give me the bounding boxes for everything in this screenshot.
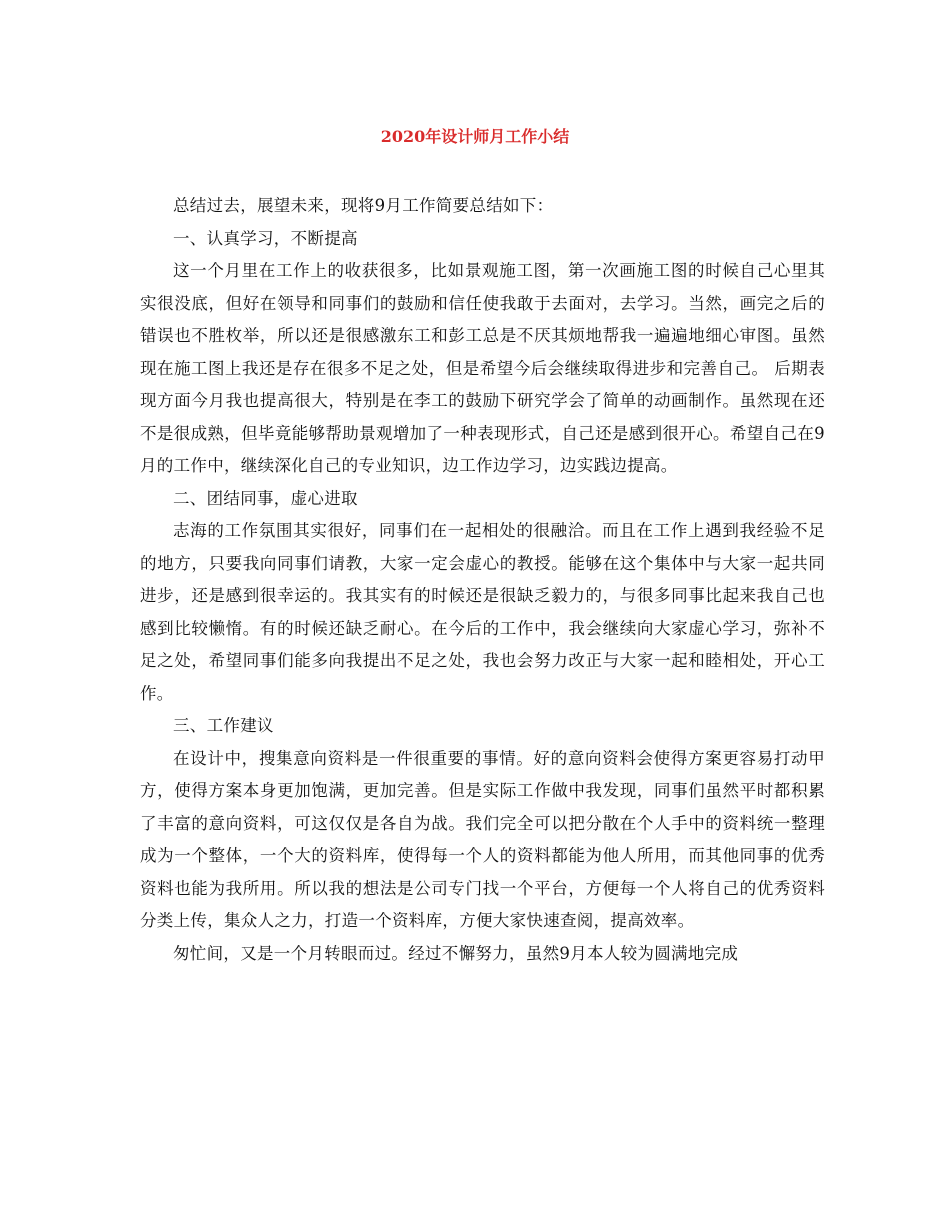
study-paragraph: 这一个月里在工作上的收获很多，比如景观施工图，第一次画施工图的时候自己心里其实很没底，但好在领导和同事们的鼓励和信任使我敢于去面对，去学习。当然，画完之后的错误也不胜枚举，所以还是很感激东工和彭工总是不厌其烦地帮我一遍遍地细心审图。虽然现在施工图上我还是存在很多不足之处，但是希望今后会继续取得进步和完善自己。 后期表现方面今月我也提高很大，特别是在李工的鼓励下研究学会了简单的动画制作。虽然现在还不是很成熟，但毕竟能够帮助景观增加了一种表现形式，自己还是感到很开心。希望自己在9月的工作中，继续深化自己的专业知识，边工作边学习，边实践边提高。 — [140, 261, 825, 475]
closing-paragraph: 匆忙间，又是一个月转眼而过。经过不懈努力，虽然9月本人较为圆满地完成 — [173, 943, 739, 963]
teamwork-paragraph: 志海的工作氛围其实很好，同事们在一起相处的很融洽。而且在工作上遇到我经验不足的地方，只要我向同事们请教，大家一定会虚心的教授。能够在这个集体中与大家一起共同进步，还是感到很幸运的。我其实有的时候还是很缺乏毅力的，与很多同事比起来我自己也感到比较懒惰。有的时候还缺乏耐心。在今后的工作中，我会继续向大家虚心学习，弥补不足之处，希望同事们能多向我提出不足之处，我也会努力改正与大家一起和睦相处，开心工作。 — [140, 521, 825, 703]
suggestions-paragraph: 在设计中，搜集意向资料是一件很重要的事情。好的意向资料会使得方案更容易打动甲方，使得方案本身更加饱满，更加完善。但是实际工作做中我发现，同事们虽然平时都积累了丰富的意向资料，可这仅仅是各自为战。我们完全可以把分散在个人手中的资料统一整理成为一个整体，一个大的资料库，使得每一个人的资料都能为他人所用，而其他同事的优秀资料也能为我所用。所以我的想法是公司专门找一个平台，方便每一个人将自己的优秀资料分类上传，集众人之力，打造一个资料库，方便大家快速查阅，提高效率。 — [140, 748, 825, 930]
document-body — [140, 190, 825, 970]
section-heading-study: 一、认真学习，不断提高 — [173, 228, 358, 248]
intro-paragraph: 总结过去，展望未来，现将9月工作简要总结如下： — [173, 196, 554, 215]
document-title: 2020年设计师月工作小结 — [380, 127, 570, 146]
section-heading-suggestions: 三、工作建议 — [173, 716, 274, 735]
section-heading-teamwork: 二、团结同事，虚心进取 — [173, 488, 358, 508]
